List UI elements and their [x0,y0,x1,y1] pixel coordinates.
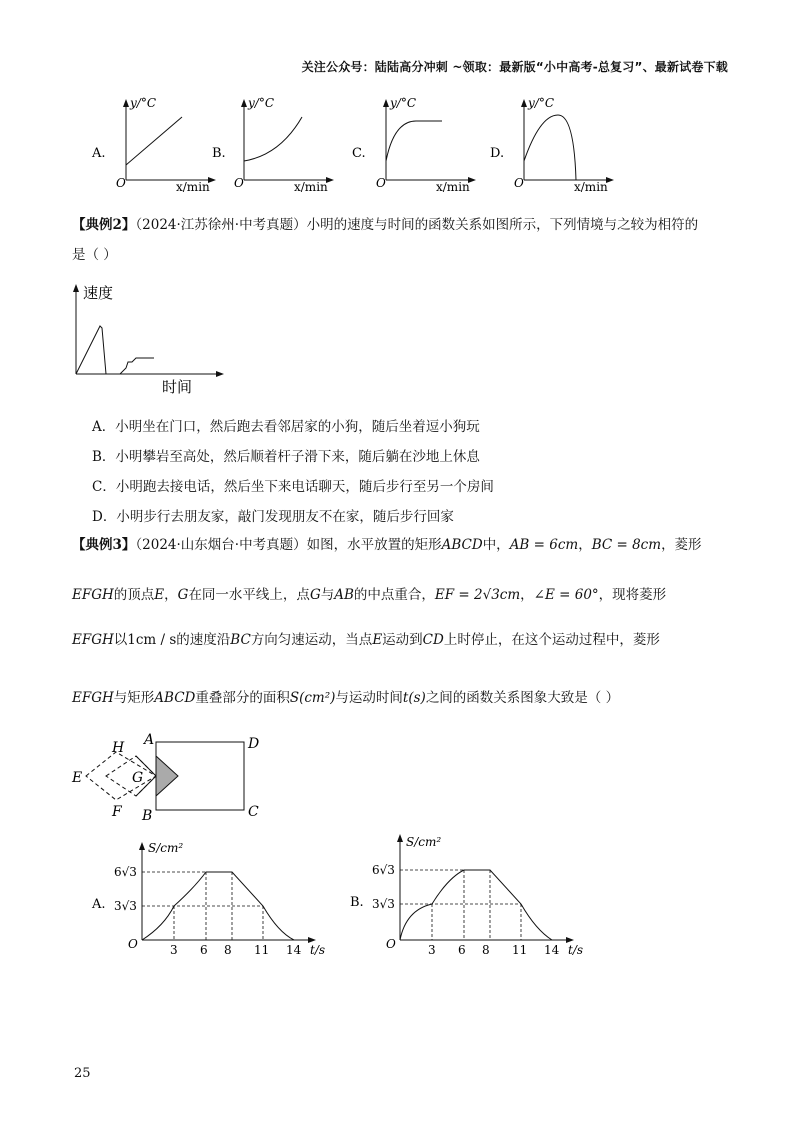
y-axis-label: S/cm² [406,835,442,849]
label-c: C [248,804,259,820]
option-letter: D. [490,146,505,161]
graph-option-c [350,95,480,195]
option-letter: B. [212,146,226,161]
page-number: 25 [74,1066,91,1081]
origin-label: O [376,176,386,190]
area-graph-option-a [90,838,330,958]
x-tick-3: 3 [428,943,436,957]
example2-option-d[interactable]: D．小明步行去朋友家，敲门发现朋友不在家，随后步行回家 [92,509,454,525]
example2-line1: 【典例2】（2024·江苏徐州·中考真题）小明的速度与时间的函数关系如图所示，下列情境与之较为相符的 [72,217,699,233]
x-tick-11: 11 [254,943,270,957]
label-b: B [142,808,153,824]
example3-line3: EFGH以1cm / s的速度沿BC方向匀速运动，当点E运动到CD上时停止，在这个运动过程中，菱形 [72,632,660,648]
option-letter: A. [92,897,106,912]
y-axis-label: y/°C [390,96,417,110]
label-e: E [72,770,83,786]
y-axis-label: y/°C [528,96,555,110]
example2-option-b[interactable]: B．小明攀岩至高处，然后顺着杆子滑下来，随后躺在沙地上休息 [92,449,480,465]
x-axis-label: x/min [574,180,608,194]
option-letter: C. [352,146,366,161]
y-axis-label: 速度 [83,284,114,302]
x-axis-label: x/min [294,180,328,194]
example2-line2: 是（ ） [72,247,117,263]
example3-line1: 【典例3】（2024·山东烟台·中考真题）如图，水平放置的矩形ABCD中，AB = 6cm，BC = 8cm，菱形 [72,537,702,553]
y-tick-3r3: 3√3 [114,899,137,913]
y-tick-6r3: 6√3 [372,863,395,877]
x-axis-label: x/min [176,180,210,194]
page-header: 关注公众号：陆陆高分冲刺 ~领取：最新版“小中高考-总复习”、最新试卷下载 [301,60,728,74]
example2-option-c[interactable]: C．小明跑去接电话，然后坐下来电话聊天，随后步行至另一个房间 [92,479,494,495]
area-graph-option-b [348,830,588,958]
graph-option-a [90,95,220,195]
x-axis-label: t/s [568,943,584,957]
x-tick-11: 11 [512,943,528,957]
label-g: G [132,770,144,786]
x-tick-8: 8 [482,943,490,957]
rectangle-rhombus-figure [60,730,280,830]
label-f: F [112,804,122,820]
graph-option-b [210,95,340,195]
x-axis-label: t/s [310,943,326,957]
x-tick-6: 6 [200,943,208,957]
x-axis-label: 时间 [162,378,193,396]
origin-label: O [116,176,126,190]
origin-label: O [386,937,396,951]
origin-label: O [514,176,524,190]
x-tick-14: 14 [544,943,560,957]
origin-label: O [128,937,138,951]
label-d: D [248,736,260,752]
y-axis-label: S/cm² [148,841,184,855]
example3-line4: EFGH与矩形ABCD重叠部分的面积S(cm²)与运动时间t(s)之间的函数关系图象大致是（ ） [72,690,620,706]
y-tick-3r3: 3√3 [372,897,395,911]
x-tick-6: 6 [458,943,466,957]
origin-label: O [234,176,244,190]
speed-time-graph [70,282,230,396]
x-axis-label: x/min [436,180,470,194]
option-letter: B. [350,895,364,910]
y-axis-label: y/°C [248,96,275,110]
y-axis-label: y/°C [130,96,157,110]
graph-option-d [488,95,618,195]
x-tick-14: 14 [286,943,302,957]
x-tick-3: 3 [170,943,178,957]
example2-option-a[interactable]: A．小明坐在门口，然后跑去看邻居家的小狗，随后坐着逗小狗玩 [92,419,480,435]
y-tick-6r3: 6√3 [114,865,137,879]
option-letter: A. [92,146,106,161]
label-h: H [112,740,125,756]
label-a: A [144,732,155,748]
example3-line2: EFGH的顶点E，G在同一水平线上，点G与AB的中点重合，EF = 2√3cm，∠E = 60°，现将菱形 [72,587,667,603]
x-tick-8: 8 [224,943,232,957]
